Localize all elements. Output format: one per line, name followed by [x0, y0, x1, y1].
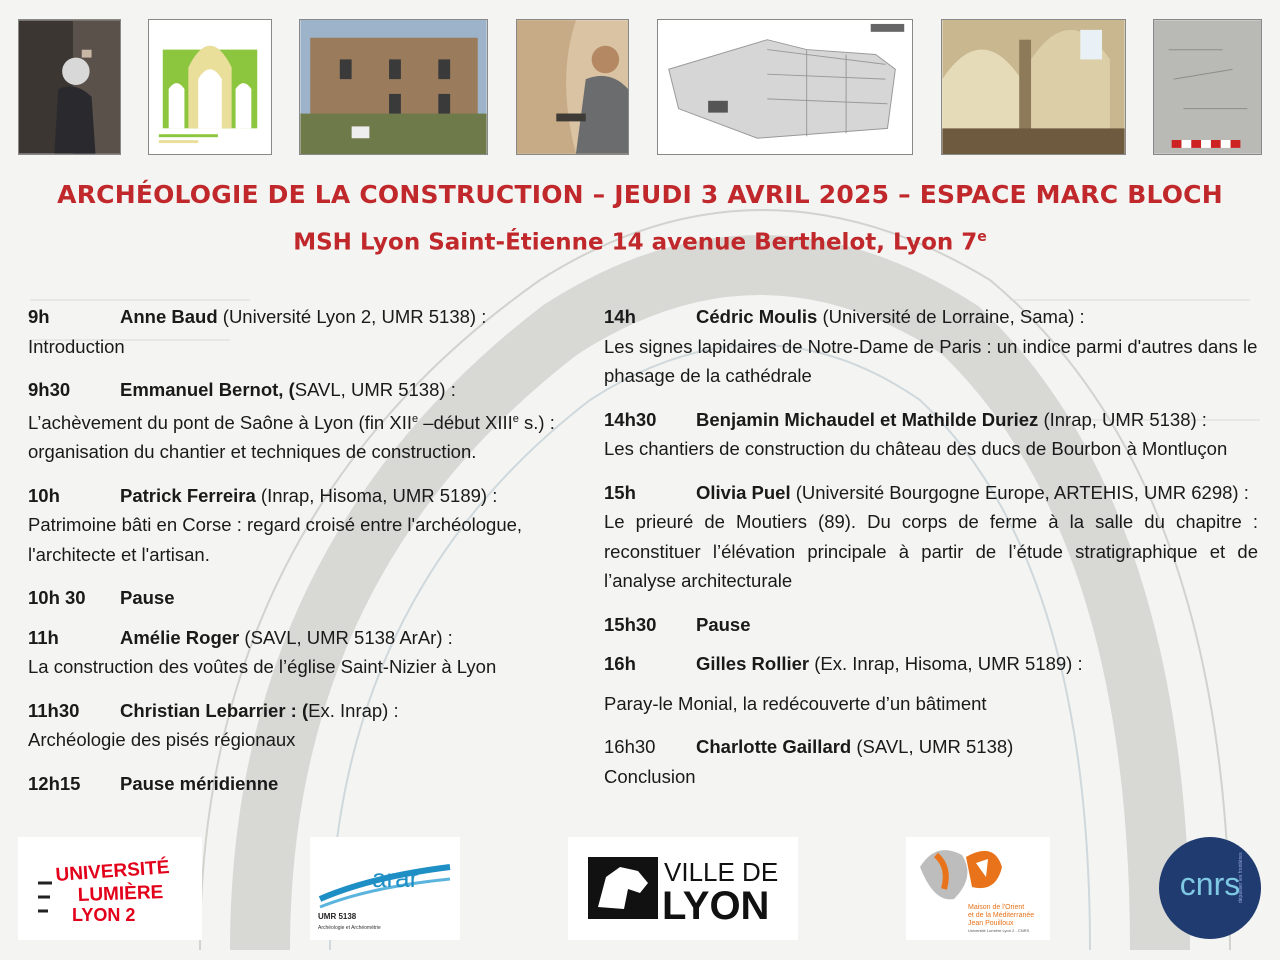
program-entry: [604, 478, 1258, 596]
program-entry: [604, 732, 1258, 791]
stone-carver-photo: [516, 19, 629, 155]
lyon-line1: VILLE DE: [664, 857, 779, 887]
entry-affiliation: (Université Lyon 2, UMR 5138) :: [217, 306, 487, 327]
program-break: [604, 610, 1258, 640]
program-break: [28, 583, 578, 613]
break-label: Pause: [120, 587, 175, 609]
entry-affiliation: (SAVL, UMR 5138 ArAr) :: [239, 626, 453, 648]
entry-time: 16h: [604, 653, 636, 674]
arar-name: arar: [372, 863, 419, 893]
masonry-elevation-drawing: [657, 19, 913, 155]
entry-affiliation: Ex. Inrap) :: [308, 699, 399, 721]
event-location: [0, 229, 1280, 256]
program-entry: [604, 649, 1258, 718]
break-label: Pause méridienne: [120, 772, 279, 794]
entry-time: 15h: [604, 481, 636, 503]
entry-time: 16h30: [604, 736, 656, 757]
entry-description: Patrimoine bâti en Corse : regard croisé entre l'archéologue, l'architecte et l'artisan.: [28, 514, 523, 565]
break-label: Pause: [696, 613, 751, 635]
entry-description: Les signes lapidaires de Notre-Dame de Paris : un indice parmi d'autres dans le phasage de la cathédrale: [604, 335, 1258, 386]
entry-time: 9h: [28, 306, 50, 327]
entry-time: 14h: [604, 306, 636, 327]
entry-speaker: Emmanuel Bernot, (: [120, 379, 295, 400]
entry-affiliation: (Université Bourgogne Europe, ARTEHIS, UMR 6298) :: [790, 481, 1249, 503]
desc-part: s.) : organisation du chantier et techniques de construction.: [28, 411, 555, 463]
desc-part: L’achèvement du pont de Saône à Lyon (fin XII: [28, 411, 412, 433]
entry-affiliation: SAVL, UMR 5138) :: [294, 379, 456, 400]
gothic-vault-photo: [941, 19, 1126, 155]
entry-description: Le prieuré de Moutiers (89). Du corps de ferme à la salle du chapitre : reconstituer l’élévation principale à partir de l’étude stratigraphique et de l’analyse architecturale: [604, 511, 1258, 591]
entry-affiliation: (SAVL, UMR 5138): [851, 736, 1014, 757]
entry-time: 12h15: [28, 772, 81, 794]
program-afternoon: [604, 302, 1258, 805]
entry-time: 11h: [28, 626, 59, 648]
event-location-text: MSH Lyon Saint-Étienne 14 avenue Berthelot, Lyon 7: [293, 229, 978, 256]
entry-affiliation: (Université de Lorraine, Sama) :: [817, 306, 1085, 327]
facade-elevation-drawing: [148, 19, 272, 155]
entry-speaker: Amélie Roger: [120, 626, 240, 648]
program-entry: [604, 405, 1258, 464]
arar-umr: UMR 5138: [318, 912, 357, 921]
lyon2-line1: UNIVERSITÉ: [54, 857, 171, 886]
ville-de-lyon-logo: [568, 837, 798, 940]
cnrs-tagline: dépasser les frontières: [1238, 852, 1244, 903]
program-break: [28, 769, 578, 799]
entry-affiliation: (Inrap, UMR 5138) :: [1038, 408, 1207, 430]
entry-speaker: Gilles Rollier: [696, 653, 810, 674]
mom-line1: Maison de l'Orient: [968, 904, 1025, 911]
program-entry: [28, 302, 578, 361]
mom-line2: et de la Méditerranée: [968, 912, 1035, 919]
arar-subtitle: Archéologie et Archéométrie: [318, 925, 381, 931]
entry-time: 10h: [28, 484, 60, 506]
entry-description: Les chantiers de construction du château des ducs de Bourbon à Montluçon: [604, 438, 1228, 459]
stone-house-photo: [299, 19, 488, 155]
desc-sup: e: [512, 412, 519, 425]
entry-speaker: Benjamin Michaudel et Mathilde Duriez: [696, 408, 1039, 430]
entry-description: Conclusion: [604, 765, 696, 787]
climber-on-rock-photo: [18, 19, 121, 155]
entry-time: 9h30: [28, 379, 71, 400]
cnrs-logo: [1158, 837, 1262, 940]
lyon-line2: LYON: [662, 884, 770, 928]
desc-sup: e: [411, 412, 419, 425]
mom-line4: Université Lumière Lyon 2 - CNRS: [968, 928, 1030, 933]
entry-time: 14h30: [604, 408, 657, 430]
entry-speaker: Patrick Ferreira: [120, 484, 256, 506]
entry-speaker: Olivia Puel: [696, 481, 791, 503]
entry-description: Archéologie des pisés régionaux: [28, 729, 296, 751]
program-entry: [604, 302, 1258, 391]
arrondissement-sup: e: [977, 229, 987, 245]
mom-line3: Jean Pouilloux: [968, 920, 1014, 927]
entry-time: 11h30: [28, 699, 80, 721]
program-morning: [28, 302, 578, 812]
entry-speaker: Anne Baud: [120, 306, 218, 327]
entry-description: Introduction: [28, 335, 125, 357]
maison-orient-mediterranee-logo: [906, 837, 1050, 940]
entry-description: Paray-le Monial, la redécouverte d’un bâtiment: [604, 692, 987, 714]
entry-time: 10h 30: [28, 587, 86, 609]
universite-lyon2-logo: [18, 837, 202, 940]
program-entry: [28, 696, 578, 755]
event-title: ARCHÉOLOGIE DE LA CONSTRUCTION – JEUDI 3 AVRIL 2025 – ESPACE MARC BLOCH: [57, 180, 1223, 209]
desc-part: –début XIII: [418, 411, 513, 433]
entry-description: [28, 405, 578, 467]
arar-logo: [310, 837, 460, 940]
cnrs-name: cnrs: [1179, 866, 1241, 902]
program-entry: [28, 623, 578, 682]
lyon2-line3: LYON 2: [72, 905, 136, 925]
program-entry: [28, 375, 578, 467]
entry-affiliation: (Ex. Inrap, Hisoma, UMR 5189) :: [809, 653, 1083, 674]
entry-speaker: Christian Lebarrier : (: [120, 699, 309, 721]
entry-time: 15h30: [604, 613, 657, 635]
entry-speaker: Cédric Moulis: [696, 306, 818, 327]
inscribed-stone-photo: [1153, 19, 1262, 155]
program-entry: [28, 481, 578, 570]
lyon2-line2: LUMIÈRE: [77, 882, 164, 906]
entry-description: La construction des voûtes de l’église Saint-Nizier à Lyon: [28, 656, 497, 678]
entry-speaker: Charlotte Gaillard: [696, 736, 852, 757]
entry-affiliation: (Inrap, Hisoma, UMR 5189) :: [255, 484, 498, 506]
